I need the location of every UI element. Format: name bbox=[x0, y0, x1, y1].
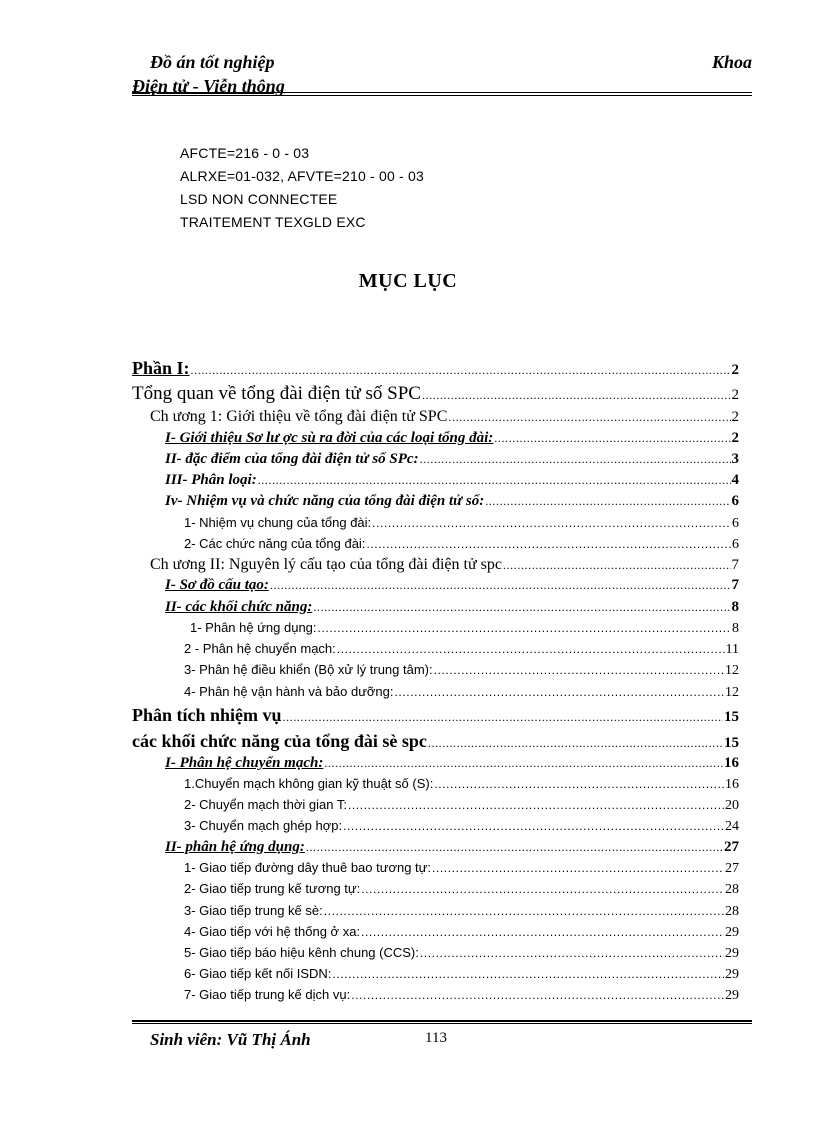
status-line-2: ALRXE=01-032, AFVTE=210 - 00 - 03 bbox=[180, 168, 424, 184]
toc-entry-text: II- phân hệ ứng dụng: bbox=[165, 839, 305, 855]
toc-entry[interactable] bbox=[184, 641, 739, 658]
toc-entry-text: III- Phân loại: bbox=[165, 472, 257, 488]
toc-entry-page: 7 bbox=[731, 557, 739, 573]
toc-entry-text: 2- Các chức năng của tổng đài: bbox=[184, 536, 366, 551]
toc-entry-page: 8 bbox=[731, 599, 739, 615]
toc-entry-text: 1- Nhiệm vụ chung của tổng đài: bbox=[184, 515, 372, 530]
toc-entry-text: các khối chức năng của tổng đài sè spc bbox=[132, 731, 427, 751]
toc-entry[interactable] bbox=[165, 493, 739, 510]
toc-entry-page: 29 bbox=[725, 925, 739, 940]
toc-entry-text: 4- Phân hệ vận hành và bảo dưỡng: bbox=[184, 684, 394, 699]
toc-entry-page: 12 bbox=[725, 685, 739, 700]
toc-entry-text: Ch ương II: Nguyên lý cấu tạo của tổng đài điện tử spc bbox=[150, 556, 502, 573]
toc-entry-text: Iv- Nhiệm vụ và chức năng của tổng đài điện tử số: bbox=[165, 493, 485, 509]
toc-entry-text: 5- Giao tiếp báo hiệu kênh chung (CCS): bbox=[184, 945, 419, 960]
toc-entry-page: 15 bbox=[724, 735, 739, 751]
toc-entry[interactable] bbox=[150, 408, 739, 426]
toc-entry-page: 6 bbox=[732, 537, 739, 552]
toc-entry-page: 2 bbox=[731, 362, 739, 378]
toc-entry[interactable] bbox=[184, 881, 739, 898]
toc-entry[interactable] bbox=[184, 684, 739, 701]
toc-leader bbox=[366, 537, 731, 551]
toc-entry-text: Phần I: bbox=[132, 358, 190, 378]
toc-entry-text: Tổng quan về tổng đài điện tử số SPC bbox=[132, 383, 421, 404]
toc-entry-page: 6 bbox=[732, 516, 739, 531]
toc-entry[interactable] bbox=[165, 430, 739, 447]
toc-entry-page: 27 bbox=[725, 861, 739, 876]
toc-entry[interactable] bbox=[184, 860, 739, 877]
toc-leader bbox=[324, 904, 724, 918]
toc-entry[interactable] bbox=[184, 818, 739, 835]
toc-entry-text: 6- Giao tiếp kết nối ISDN: bbox=[184, 966, 332, 981]
toc-entry-page: 4 bbox=[731, 472, 739, 488]
toc-leader bbox=[420, 946, 724, 960]
toc-entry-text: 7- Giao tiếp trung kế dịch vụ: bbox=[184, 987, 351, 1002]
toc-entry[interactable] bbox=[132, 383, 739, 405]
toc-entry-text: 3- Giao tiếp trung kế sè: bbox=[184, 903, 323, 918]
status-line-4: TRAITEMENT TEXGLD EXC bbox=[180, 214, 366, 230]
header-rule-top bbox=[132, 92, 752, 93]
toc-leader bbox=[395, 685, 725, 699]
toc-leader bbox=[494, 431, 730, 446]
header-rule-bottom bbox=[132, 95, 752, 96]
toc-entry-page: 29 bbox=[725, 988, 739, 1003]
toc-leader bbox=[361, 882, 724, 896]
toc-entry-text: 2 - Phân hệ chuyển mạch: bbox=[184, 641, 336, 656]
toc-entry[interactable] bbox=[184, 662, 739, 679]
toc-entry-text: 1- Giao tiếp đường dây thuê bao tương tự: bbox=[184, 860, 431, 875]
footer-page-number: 113 bbox=[425, 1030, 447, 1046]
toc-leader bbox=[332, 967, 724, 981]
toc-entry-text: Ch ương 1: Giới thiệu về tổng đài điện tử SPC bbox=[150, 408, 448, 425]
header-department: Điện tử - Viễn thông bbox=[132, 76, 285, 96]
toc-leader bbox=[306, 840, 723, 855]
toc-entry[interactable] bbox=[165, 839, 739, 856]
toc-entry-text: II- đặc điểm của tổng đài điện tử số SPc: bbox=[165, 451, 419, 467]
toc-entry-text: I- Giới thiệu Sơ lư ợc sù ra đời của các loại tổng đài: bbox=[165, 430, 494, 446]
toc-leader bbox=[324, 756, 723, 771]
toc-entry-text: 1.Chuyển mạch không gian kỹ thuật số (S): bbox=[184, 776, 434, 791]
toc-leader bbox=[372, 516, 731, 530]
toc-entry-page: 29 bbox=[725, 946, 739, 961]
toc-entry-page: 12 bbox=[725, 663, 739, 678]
toc-entry-page: 24 bbox=[725, 819, 739, 834]
toc-entry-page: 16 bbox=[724, 755, 739, 771]
toc-entry-page: 6 bbox=[731, 493, 739, 509]
toc-entry-page: 8 bbox=[732, 621, 739, 636]
toc-entry-page: 2 bbox=[731, 430, 739, 446]
toc-entry-page: 3 bbox=[731, 451, 739, 467]
toc-entry[interactable] bbox=[132, 705, 739, 726]
toc-leader bbox=[258, 473, 731, 488]
toc-entry[interactable] bbox=[184, 945, 739, 962]
toc-leader bbox=[432, 861, 724, 875]
toc-entry-text: 4- Giao tiếp với hệ thống ở xa: bbox=[184, 924, 361, 939]
toc-title: MỤC LỤC bbox=[358, 270, 458, 292]
status-line-3: LSD NON CONNECTEE bbox=[180, 191, 338, 207]
toc-entry-text: 2- Giao tiếp trung kế tương tự: bbox=[184, 881, 361, 896]
toc-entry[interactable] bbox=[165, 472, 739, 489]
toc-leader bbox=[434, 663, 724, 677]
toc-entry[interactable] bbox=[190, 620, 739, 637]
toc-entry[interactable] bbox=[132, 731, 739, 752]
footer-student-name: Sinh viên: Vũ Thị Ánh bbox=[150, 1030, 311, 1049]
header-project-title: Đồ án tốt nghiệp bbox=[150, 52, 275, 72]
toc-entry-page: 27 bbox=[724, 839, 739, 855]
toc-leader bbox=[420, 452, 731, 467]
toc-leader bbox=[337, 642, 725, 656]
toc-entry-text: 2- Chuyển mạch thời gian T: bbox=[184, 797, 347, 812]
toc-entry-page: 20 bbox=[725, 798, 739, 813]
toc-entry-page: 2 bbox=[731, 387, 739, 403]
toc-leader bbox=[485, 494, 730, 509]
toc-leader bbox=[361, 925, 724, 939]
toc-entry[interactable] bbox=[165, 451, 739, 468]
toc-entry-page: 15 bbox=[724, 709, 739, 725]
toc-leader bbox=[428, 736, 723, 751]
toc-leader bbox=[270, 578, 731, 593]
toc-entry-text: Phân tích nhiệm vụ bbox=[132, 705, 282, 725]
toc-entry[interactable] bbox=[165, 599, 739, 616]
toc-leader bbox=[283, 710, 723, 725]
toc-entry[interactable] bbox=[184, 536, 739, 553]
toc-entry[interactable] bbox=[184, 776, 739, 793]
toc-entry[interactable] bbox=[165, 577, 739, 594]
toc-entry-page: 16 bbox=[725, 777, 739, 792]
toc-entry[interactable] bbox=[132, 358, 739, 379]
toc-entry[interactable] bbox=[184, 924, 739, 941]
toc-entry-text: II- các khối chức năng: bbox=[165, 599, 313, 615]
toc-entry-text: 3- Phân hệ điều khiển (Bộ xử lý trung tâm): bbox=[184, 662, 433, 677]
footer-rule-top bbox=[132, 1020, 752, 1022]
toc-entry-text: 3- Chuyển mạch ghép hợp: bbox=[184, 818, 343, 833]
toc-entry-page: 11 bbox=[725, 642, 739, 657]
toc-entry[interactable] bbox=[184, 515, 739, 532]
toc-entry-page: 2 bbox=[731, 409, 739, 425]
toc-entry-page: 28 bbox=[725, 882, 739, 897]
toc-entry[interactable] bbox=[165, 755, 739, 772]
toc-entry[interactable] bbox=[184, 987, 739, 1004]
toc-entry-text: I- Sơ đồ cấu tạo: bbox=[165, 577, 269, 593]
toc-leader bbox=[348, 798, 724, 812]
toc-leader bbox=[503, 558, 731, 573]
toc-entry[interactable] bbox=[184, 797, 739, 814]
toc-entry-page: 29 bbox=[725, 967, 739, 982]
status-line-1: AFCTE=216 - 0 - 03 bbox=[180, 145, 310, 161]
toc-leader bbox=[313, 600, 730, 615]
toc-leader bbox=[343, 819, 724, 833]
toc-leader bbox=[351, 988, 724, 1002]
toc-leader bbox=[422, 388, 731, 403]
toc-entry[interactable] bbox=[184, 966, 739, 983]
toc-entry[interactable] bbox=[150, 556, 739, 574]
header-faculty: Khoa bbox=[711, 52, 752, 72]
toc-leader bbox=[191, 363, 731, 378]
toc-leader bbox=[448, 410, 730, 425]
toc-entry-text: I- Phân hệ chuyển mạch: bbox=[165, 755, 324, 771]
toc-entry[interactable] bbox=[184, 903, 739, 920]
toc-entry-page: 28 bbox=[725, 904, 739, 919]
toc-leader bbox=[318, 621, 731, 635]
toc-entry-page: 7 bbox=[731, 577, 739, 593]
toc-entry-text: 1- Phân hệ ứng dụng: bbox=[190, 620, 317, 635]
footer-rule-bottom bbox=[132, 1023, 752, 1024]
toc-leader bbox=[434, 777, 724, 791]
